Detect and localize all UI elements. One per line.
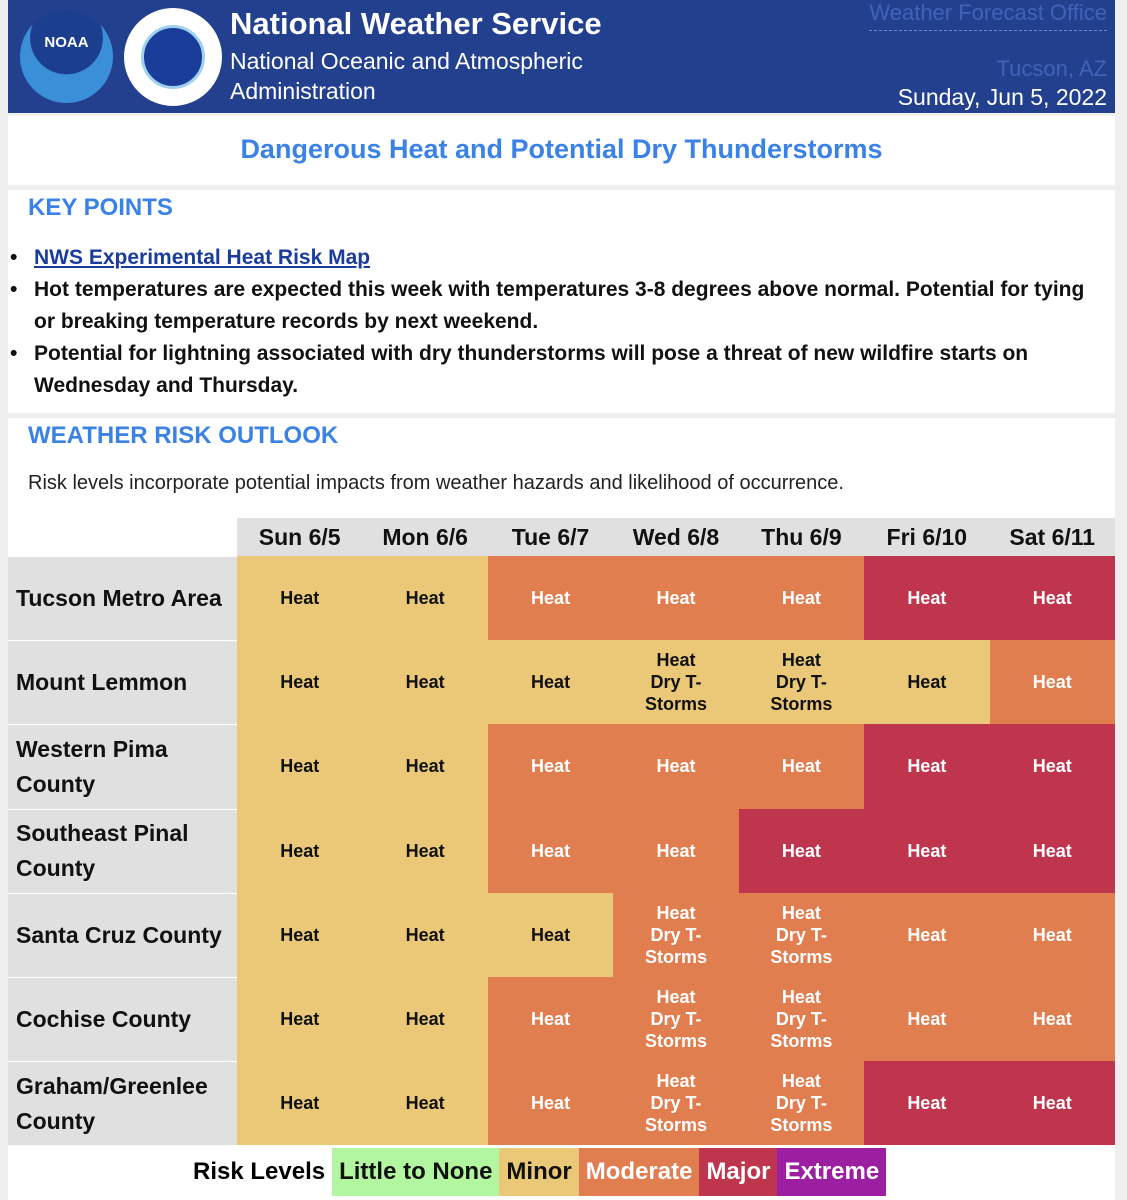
risk-cell-minor: Heat <box>237 724 362 808</box>
risk-cell-minor: Heat <box>362 893 487 977</box>
row-label: Western Pima County <box>8 724 237 808</box>
row-label: Cochise County <box>8 977 237 1061</box>
risk-cell-moderate: Heat <box>613 724 738 808</box>
date: Sunday, Jun 5, 2022 <box>897 84 1107 110</box>
risk-cell-moderate: Heat <box>990 640 1115 724</box>
risk-cell-moderate: Heat Dry T- Storms <box>613 893 738 977</box>
legend-major: Major <box>699 1148 777 1196</box>
risk-cell-minor: Heat <box>864 640 989 724</box>
risk-legend <box>186 1148 886 1196</box>
column-header: Thu 6/9 <box>739 518 864 556</box>
key-points <box>8 190 1115 413</box>
row-label: Graham/Greenlee County <box>8 1061 237 1145</box>
row-label: Mount Lemmon <box>8 640 237 724</box>
risk-cell-major: Heat <box>990 724 1115 808</box>
risk-cell-moderate: Heat Dry T- Storms <box>739 977 864 1061</box>
outlook-description: Risk levels incorporate potential impacts from weather hazards and likelihood of occurrence. <box>28 472 844 494</box>
risk-cell-minor: Heat <box>237 1061 362 1145</box>
risk-cell-minor: Heat Dry T- Storms <box>613 640 738 724</box>
legend-minor: Minor <box>499 1148 578 1196</box>
list-item: • Potential for lightning associated with dry thunderstorms will pose a threat of new wildfire starts on Wednesday and Thursday. <box>34 338 1103 402</box>
risk-cell-moderate: Heat Dry T- Storms <box>739 1061 864 1145</box>
risk-cell-minor: Heat Dry T- Storms <box>739 640 864 724</box>
header-title: National Weather Service <box>230 6 602 41</box>
risk-cell-minor: Heat <box>237 893 362 977</box>
risk-cell-moderate: Heat <box>613 556 738 640</box>
legend-little-to-none: Little to None <box>332 1148 499 1196</box>
location-link[interactable]: Tucson, AZ <box>996 56 1107 81</box>
corner-cell <box>8 518 237 556</box>
risk-cell-moderate: Heat Dry T- Storms <box>613 1061 738 1145</box>
risk-cell-major: Heat <box>864 556 989 640</box>
legend-extreme: Extreme <box>777 1148 886 1196</box>
heat-risk-map-link[interactable]: NWS Experimental Heat Risk Map <box>34 246 371 269</box>
row-label: Santa Cruz County <box>8 893 237 977</box>
risk-cell-major: Heat <box>990 809 1115 893</box>
risk-cell-major: Heat <box>990 556 1115 640</box>
noaa-logo: NOAA <box>20 10 113 103</box>
risk-cell-moderate: Heat <box>739 556 864 640</box>
risk-cell-minor: Heat <box>488 893 613 977</box>
risk-cell-major: Heat <box>990 1061 1115 1145</box>
risk-cell-moderate: Heat <box>488 977 613 1061</box>
risk-cell-minor: Heat <box>237 809 362 893</box>
risk-cell-minor: Heat <box>488 640 613 724</box>
key-points-title: KEY POINTS <box>28 194 173 221</box>
column-header: Wed 6/8 <box>613 518 738 556</box>
column-header: Tue 6/7 <box>488 518 613 556</box>
risk-cell-minor: Heat <box>362 724 487 808</box>
risk-cell-moderate: Heat <box>613 809 738 893</box>
risk-cell-moderate: Heat <box>488 556 613 640</box>
column-header: Mon 6/6 <box>362 518 487 556</box>
risk-cell-moderate: Heat <box>739 724 864 808</box>
column-header: Sun 6/5 <box>237 518 362 556</box>
legend-moderate: Moderate <box>579 1148 700 1196</box>
risk-cell-minor: Heat <box>362 556 487 640</box>
headline: Dangerous Heat and Potential Dry Thunderstorms <box>8 116 1115 185</box>
legend-title: Risk Levels <box>193 1158 326 1185</box>
risk-cell-major: Heat <box>864 724 989 808</box>
office-link[interactable]: Weather Forecast Office <box>869 0 1107 31</box>
risk-cell-moderate: Heat Dry T- Storms <box>739 893 864 977</box>
risk-cell-moderate: Heat <box>864 977 989 1061</box>
row-label: Southeast Pinal County <box>8 809 237 893</box>
risk-cell-moderate: Heat <box>990 893 1115 977</box>
risk-cell-moderate: Heat <box>488 809 613 893</box>
header-subtitle: National Oceanic and Atmospheric Administration <box>230 48 583 104</box>
risk-table <box>8 518 1115 1145</box>
risk-cell-minor: Heat <box>362 809 487 893</box>
risk-cell-major: Heat <box>864 809 989 893</box>
column-header: Fri 6/10 <box>864 518 989 556</box>
risk-cell-minor: Heat <box>237 977 362 1061</box>
risk-cell-moderate: Heat <box>488 724 613 808</box>
risk-cell-moderate: Heat <box>864 893 989 977</box>
list-item <box>34 242 1103 274</box>
risk-cell-minor: Heat <box>362 640 487 724</box>
risk-cell-major: Heat <box>739 809 864 893</box>
risk-cell-moderate: Heat <box>990 977 1115 1061</box>
outlook-title: WEATHER RISK OUTLOOK <box>28 422 339 449</box>
row-label: Tucson Metro Area <box>8 556 237 640</box>
risk-cell-minor: Heat <box>362 1061 487 1145</box>
risk-cell-minor: Heat <box>362 977 487 1061</box>
risk-cell-minor: Heat <box>237 556 362 640</box>
header <box>8 0 1115 113</box>
column-header: Sat 6/11 <box>990 518 1115 556</box>
risk-cell-minor: Heat <box>237 640 362 724</box>
risk-cell-major: Heat <box>864 1061 989 1145</box>
nws-logo <box>124 8 222 106</box>
risk-cell-moderate: Heat <box>488 1061 613 1145</box>
risk-cell-moderate: Heat Dry T- Storms <box>613 977 738 1061</box>
list-item: • Hot temperatures are expected this week with temperatures 3-8 degrees above normal. Potential for tying or breaking temperature records by next weekend. <box>34 274 1103 338</box>
